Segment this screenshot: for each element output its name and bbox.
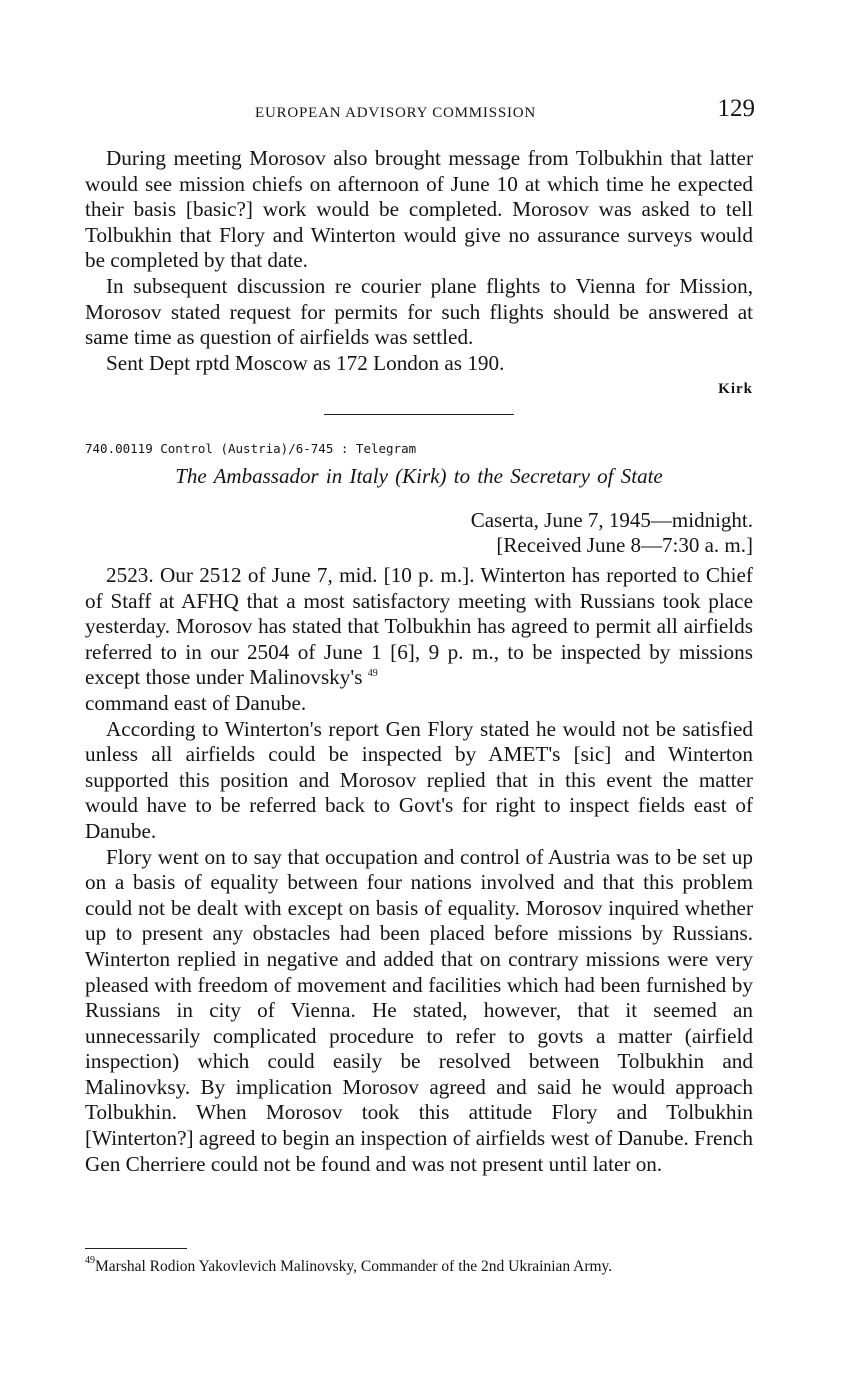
signature: Kirk — [718, 381, 753, 397]
footnote-marker: 49 — [367, 668, 378, 680]
previous-document-body — [85, 146, 753, 376]
place-date: Caserta, June 7, 1945—midnight. — [470, 508, 753, 532]
page-number: 129 — [717, 95, 755, 122]
running-title: EUROPEAN ADVISORY COMMISSION — [255, 105, 537, 121]
paragraph: During meeting Morosov also brought message from Tolbukhin that latter would see mission chiefs on afternoon of June 10 at which time he expected their basis [basic?] work would be completed. Morosov was asked to tell Tolbukhin that Flory and Winterton would give no assurance surveys would be completed by that date. — [85, 146, 753, 273]
footnote — [85, 1257, 753, 1277]
paragraph: In subsequent discussion re courier plane flights to Vienna for Mission, Morosov stated request for permits for such flights should be answered at same time as question of airfields was settled. — [85, 273, 753, 350]
running-head — [85, 95, 755, 127]
dateline — [471, 508, 753, 558]
footnote-text: Marshal Rodion Yakovlevich Malinovsky, Commander of the 2nd Ukrainian Army. — [95, 1258, 613, 1275]
paragraph: Flory went on to say that occupation and control of Austria was to be set up on a basis of equality between four nations involved and that this problem could not be dealt with except on basis of equality. Morosov inquired whether up to present any obstacles had been placed before missions by Russians. Winterton replied in negative and added that on contrary missions were very pleased with freedom of movement and facilities which had been furnished by Russians in city of Vienna. He stated, however, that it seemed an unnecessarily complicated procedure to refer to govts a matter (airfield inspection) which could easily be resolved between Tolbukhin and Malinovksy. By implication Morosov agreed and said he would approach Tolbukhin. When Morosov took this attitude Flory and Tolbukhin [Winterton?] agreed to begin an inspection of airfields west of Danube. French Gen Cherriere could not be found and was not present until later on. — [85, 844, 753, 1176]
paragraph-text: 2523. Our 2512 of June 7, mid. [10 p. m.]. Winterton has reported to Chief of Staff at AFHQ that a most satisfactory meeting with Russians took place yesterday. Morosov has stated that Tolbukhin has agreed to permit all airfields referred to in our 2504 of June 1 [6], 9 p. m., to be inspected by missions except those under Malinovsky's — [85, 563, 753, 690]
paragraph: Sent Dept rptd Moscow as 172 London as 190. — [106, 350, 505, 375]
file-reference: 740.00119 Control (Austria)/6-745 : Telegram — [85, 441, 417, 456]
paragraph: command east of Danube. — [85, 690, 307, 715]
document-title: The Ambassador in Italy (Kirk) to the Secretary of State — [175, 464, 663, 488]
paragraph: According to Winterton's report Gen Flory stated he would not be satisfied unless all airfields could be inspected by AMET's [sic] and Winterton supported this position and Morosov replied that in this event the matter would have to be referred back to Govt's for right to inspect fields east of Danube. — [85, 716, 753, 843]
section-divider — [324, 414, 514, 415]
document-body — [85, 563, 753, 1177]
footnote-rule — [85, 1248, 187, 1249]
received-date: [Received June 8—7:30 a. m.] — [496, 533, 753, 557]
footnote-number: 49 — [85, 1255, 95, 1266]
paragraph — [85, 563, 753, 691]
